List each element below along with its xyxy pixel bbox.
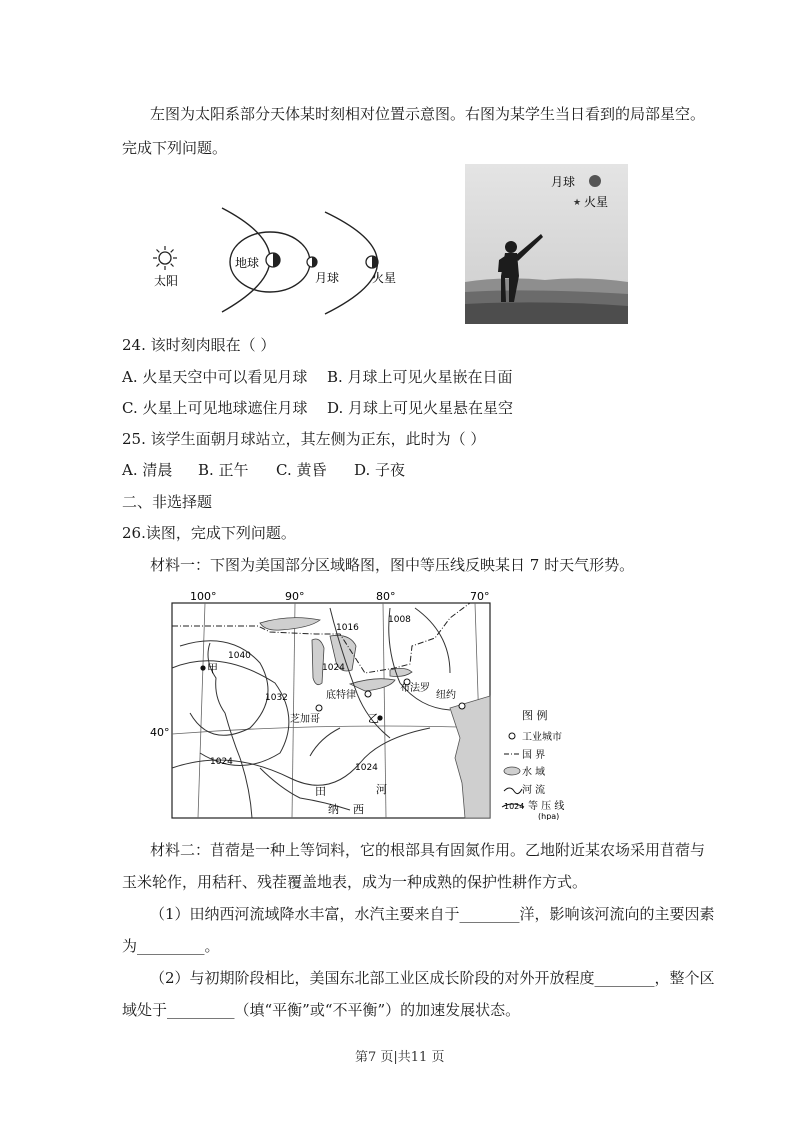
moon-icon [307, 257, 317, 267]
isobar-1032-label: 1032 [265, 693, 288, 703]
sun-label: 太阳 [154, 274, 179, 288]
earth-icon [266, 253, 280, 267]
new-york-label: 纽约 [436, 690, 456, 701]
map-legend [500, 705, 595, 820]
solar-system-diagram [140, 200, 430, 320]
q24-option-b[interactable]: B. 月球上可见火星嵌在日面 [327, 368, 513, 386]
legend-water-symbol [504, 767, 520, 775]
isobar-1024-label-north: 1024 [322, 663, 345, 673]
isobar-1024-label-west: 1024 [210, 757, 233, 767]
sub-question-2-line-1: （2）与初期阶段相比，美国东北部工业区成长阶段的对外开放程度________，整个区 [150, 969, 715, 987]
tennessee-char-na: 纳 [328, 803, 339, 816]
detroit-marker [365, 691, 371, 697]
isobar-1016-label: 1016 [336, 623, 359, 633]
detroit-label: 底特律 [326, 690, 356, 701]
photo-mars-label: 火星 [584, 195, 609, 209]
legend-city-label: 工业城市 [522, 732, 562, 743]
jia-marker [200, 665, 205, 670]
q25-option-a[interactable]: A. 清晨 [122, 461, 173, 479]
lon-70-label: 70° [470, 590, 490, 603]
tennessee-char-xi: 西 [353, 803, 364, 816]
buffalo-label: 布法罗 [400, 683, 430, 694]
lon-100-label: 100° [190, 590, 217, 603]
map-frame [172, 603, 490, 818]
section-heading: 二、非选择题 [122, 493, 213, 511]
mars-icon [366, 256, 378, 268]
isobar-1040-label: 1040 [228, 651, 251, 661]
chicago-marker [316, 705, 322, 711]
yi-label: 乙 [368, 712, 379, 725]
material-2-line-1: 材料二：苜蓿是一种上等饲料，它的根部具有固氮作用。乙地附近某农场采用苜蓿与 [150, 841, 706, 859]
legend-border-label: 国 界 [522, 750, 546, 761]
legend-unit: (hpa) [538, 812, 560, 820]
legend-title: 图 例 [522, 709, 548, 722]
legend-isobar-label: 等 压 线 [528, 801, 565, 812]
chicago-label: 芝加哥 [290, 714, 320, 725]
sub-question-2-line-2: 域处于_________（填“平衡”或“不平衡”）的加速发展状态。 [122, 1001, 521, 1019]
material-2-line-2: 玉米轮作，用秸秆、残茬覆盖地表，成为一种成熟的保护性耕作方式。 [122, 873, 588, 891]
q24-option-d[interactable]: D. 月球上可见火星悬在星空 [327, 399, 514, 417]
legend-isobar-sample: 1024 [504, 802, 525, 811]
q25-stem: 25. 该学生面朝月球站立，其左侧为正东，此时为（ ） [122, 430, 486, 448]
intro-line-1: 左图为太阳系部分天体某时刻相对位置示意图。右图为某学生当日看到的局部星空。 [150, 105, 706, 123]
sub-question-1-line-1: （1）田纳西河流域降水丰富，水汽主要来自于________洋，影响该河流向的主要因素 [150, 905, 715, 923]
tennessee-char-he: 河 [376, 783, 387, 796]
jia-label: 甲 [207, 662, 218, 675]
night-sky-photo [465, 164, 628, 324]
q25-option-b[interactable]: B. 正午 [198, 461, 249, 479]
q24-stem: 24. 该时刻肉眼在（ ） [122, 336, 276, 354]
us-region-map [150, 588, 495, 823]
legend-water-label: 水 域 [522, 767, 546, 778]
isobar-1008-label: 1008 [388, 615, 411, 625]
earth-label: 地球 [235, 256, 260, 270]
material-1: 材料一：下图为美国部分区域略图，图中等压线反映某日 7 时天气形势。 [150, 556, 635, 574]
q25-option-d[interactable]: D. 子夜 [354, 461, 406, 479]
tennessee-char-tian: 田 [315, 785, 326, 798]
legend-river-symbol [504, 788, 522, 794]
isobar-1024-label-center: 1024 [355, 763, 378, 773]
intro-line-2: 完成下列问题。 [122, 139, 228, 157]
q24-option-a[interactable]: A. 火星天空中可以看见月球 [122, 368, 308, 386]
sub-question-1-line-2: 为_________。 [122, 937, 220, 955]
legend-river-label: 河 流 [522, 785, 546, 796]
q24-option-c[interactable]: C. 火星上可见地球遮住月球 [122, 399, 308, 417]
lon-90-label: 90° [285, 590, 305, 603]
q25-option-c[interactable]: C. 黄昏 [276, 461, 327, 479]
legend-city-symbol [509, 733, 515, 739]
lat-40-label: 40° [150, 726, 170, 739]
lon-80-label: 80° [376, 590, 396, 603]
page-footer: 第7 页|共11 页 [355, 1050, 445, 1065]
photo-star-icon: ★ [573, 198, 582, 208]
new-york-marker [459, 703, 465, 709]
mars-label: 火星 [372, 271, 397, 285]
sun-icon [153, 246, 177, 270]
q26-stem: 26.读图，完成下列问题。 [122, 524, 296, 542]
moon-label: 月球 [315, 271, 340, 285]
photo-moon-icon [589, 175, 601, 187]
photo-moon-label: 月球 [551, 175, 576, 189]
